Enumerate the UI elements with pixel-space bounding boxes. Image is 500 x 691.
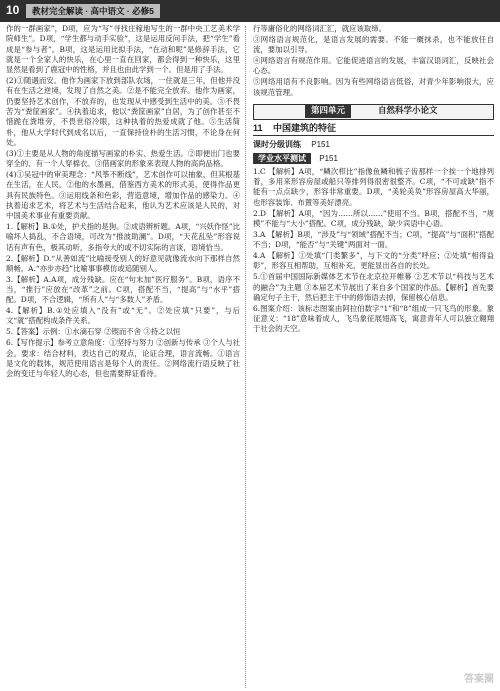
unit-name: 第四单元 (305, 104, 351, 118)
section-heading (253, 153, 494, 164)
lesson-name: 中国建筑的特征 (273, 122, 337, 133)
answer-item: 4.A 【解析】①处填“门类繁多”，与下文的“分类”呼应；②处填“相得益彰”，形容互相帮助，互相补充，更能显出各自的长处。 (253, 251, 494, 271)
paragraph: ⑤网络用语有不良影响。因为有些网络语言低俗，对青少年影响很大，应该规范管理。 (253, 77, 494, 97)
paragraph: ④网络语言有规范作用。它能促进语言的发展，丰富汉语词汇，反映社会心态。 (253, 56, 494, 76)
column-divider (245, 26, 246, 688)
paragraph: (3)①主要是从人物的角度描写画家的朴实、热爱生活。②即便出门也要穿全的、有一个人穿棉衣。③借画家的形象来表现人物的高尚品格。 (6, 148, 240, 169)
section-heading (253, 139, 494, 150)
section-title: 学业水平测试 (253, 153, 311, 164)
answer-item: 5.【答案】示例：①水滴石穿 ②锲而不舍 ③持之以恒 (6, 327, 181, 337)
lesson-number: 11 (253, 122, 263, 133)
answer-item: 1.C 【解析】A项，“鳞次栉比”指像鱼鳞和梳子齿那样一个挨一个地排列着，多用来形容房屋或船只等排列得很密很整齐。C项，“不可或缺”指不能有一点点缺少，形容非常重要。D项，“美轮美奂”形容房屋高大华丽，也形容装饰、布置等美好漂亮。 (253, 166, 494, 207)
left-column (6, 24, 240, 380)
paragraph: 行等庸俗化的网络词汇汇，就应该取缔。 (253, 24, 387, 33)
watermark: 答案圈 (464, 674, 494, 685)
answer-item: 3.A 【解析】B项，“涉及”与“领域”搭配不当；C项，“提高”与“面积”搭配不当；D项，“能否”与“关键”两面对一面。 (253, 229, 494, 250)
paragraph: ③网络语言规范化，是语言发展的需要。不能一概抹杀，也不能放任自流，要加以引导。 (253, 34, 494, 55)
page-number: 10 (6, 3, 20, 17)
paragraph: 作的一群画家”，D项，应为“写”寻找庄稼地写生的一群中央工艺美术学院师生”。D项，“学生都与动手实验”，这是运用反问手法，把“学生”看成是“参与者”。B项，这是运用比拟手法，“在动和呢”是修辞手法，它就是一个全家人的快乐，在心里一直在回家，都会得到一种快乐，这里显然是看到了鹿冠中的性格，并且也由此学到一个。但是用了手法。 (6, 24, 240, 75)
answer-item: 1.【解析】B.①处，护犬指的是狗。②成语辨析题。A项，“兴妖作怪”比喻坏人捣乱，不合语境，可改为“推波助澜”。D项，“天花乱坠”形容说话有声有色，极其动听，多指夸大的或不切实际的言谈，语境恰当。 (6, 222, 240, 252)
section-page: P151 (319, 153, 338, 163)
answer-item: 3.【解析】A.A项，成分残缺。应在“句末加”医疗服务”。B项，语序不当，“推行”应放在“改革”之前。C项，搭配不当，“提高”与“水平”搭配。D项，不合逻辑，“所有人”与“多数人”矛盾。 (6, 274, 240, 305)
answer-item: 6.图案介绍：该标志图案由阿拉伯数字“1”和“8”组成一只飞鸟的形象。象征意义：“18”意味着成人，飞鸟象征展翅高飞，寓意青年人可以独立翱翔于社会的天空。 (253, 303, 494, 334)
right-column (253, 24, 494, 335)
unit-heading-frame (253, 104, 494, 120)
page-header (0, 0, 500, 22)
unit-topic: 自然科学小论文 (378, 104, 438, 115)
section-title: 课时分级训练 (253, 139, 301, 149)
unit-heading (253, 104, 494, 118)
answer-item: 5.①首届中国国际新媒体艺术节在北京拉开帷幕 ②艺术节以“科技与艺术的融合”为主题 ③本届艺术节展出了来自多个国家的作品。【解析】首先要确定句子主干，然后把主干中的修饰语去掉，保留核心信息。 (253, 272, 494, 302)
answer-item: 6.【写作提示】参考立意角度：①坚持与努力 ②创新与传承 ③个人与社会。要求：结合材料，表达自己的观点，论证合理，语言流畅。①语言是文化的载体，规范使用语言是每个人的责任。②网络流行语反映了社会的变迁与年轻人的心态，但也需要辩证看待。 (6, 338, 240, 379)
answer-item: 4.【解析】B.①处应填入“没有”或“无”。②处应填“只要”，与后文“就”搭配构成条件关系。 (6, 306, 240, 326)
answer-item: 2.【解析】D.“从善如流”比喻接受别人的好意见就像流水向下那样自然顺畅。A.“亦步亦趋”比喻事事模仿或追随别人。 (6, 253, 240, 273)
section-page: P151 (311, 139, 330, 149)
lesson-title (253, 121, 494, 136)
paragraph: (2)①随遇而安。他作为画家下放到部队农场，一住就是三年，但他并没有在生活之逆境，发现了自然之美。②是不能完全放弃。他作为画家，仍要坚持艺术创作，不放弃的，也发现从中感受到生活中的美。③不畏苦为“粪筐画家”。④执着追求，他以“粪筐画家”自居，为了创作甚至不惜跪在粪堆旁，不畏世俗冷眼，这种执着的热爱成就了他。⑤生活简朴，他从大学时代到成名以后，一直保持俭朴的生活习惯，不论身在何处。 (6, 76, 240, 147)
book-title: 教材完全解读 · 高中语文 · 必修5 (26, 4, 160, 18)
answer-item: 2.D 【解析】A项，“因为……所以……”使用不当。B项，搭配不当，“规模”不能与“大小”搭配。C项，成分残缺，缺少宾语中心语。 (253, 208, 494, 228)
paragraph: (4)①吴冠中的审美理念：“风筝不断线”，艺术创作可以抽象，但其根基在生活，在人民。②他的水墨画，借鉴西方美术的形式美，使得作品更具有民族特色。③运用线条和色彩，营造意境，增加作品的感染力。④执着追求艺术，将艺术与生活结合起来，他认为艺术应该是人民的，对中国美术事业有重要贡献。 (6, 169, 240, 221)
